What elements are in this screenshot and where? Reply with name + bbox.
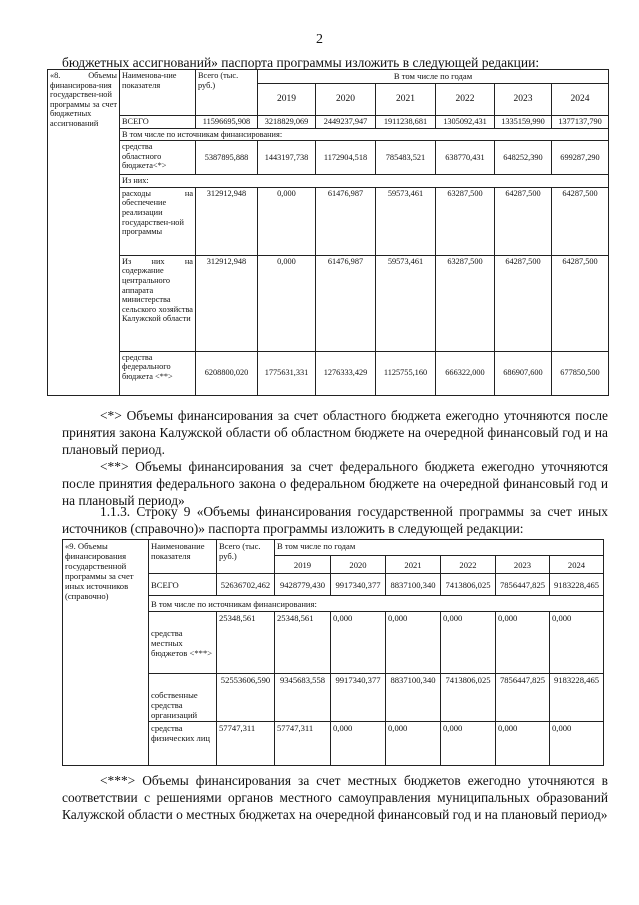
cell-value: 8837100,340 bbox=[386, 574, 441, 596]
cell-value: 64287,500 bbox=[495, 187, 552, 255]
total-header: Всего (тыс. руб.) bbox=[217, 540, 275, 574]
cell-value: 0,000 bbox=[386, 612, 441, 674]
cell-value: 9917340,377 bbox=[331, 674, 386, 722]
section-113 bbox=[62, 503, 608, 537]
cell-value: 0,000 bbox=[386, 722, 441, 766]
cell-value: 638770,431 bbox=[436, 141, 495, 175]
cell-value: 0,000 bbox=[258, 255, 316, 351]
footnote-regional: <*> Объемы финансирования за счет областного бюджета ежегодно уточняются после принятия закона Калужской области об областном бюджете на очередной финансовый год и на плановый период. bbox=[62, 408, 608, 457]
cell-value: 785483,521 bbox=[376, 141, 436, 175]
cell-value: 1125755,160 bbox=[376, 351, 436, 395]
years-group-header: В том числе по годам bbox=[275, 540, 604, 556]
name-header: Наименова-ние показателя bbox=[120, 70, 196, 116]
total-header: Всего (тыс. руб.) bbox=[196, 70, 258, 116]
cell-value: 9917340,377 bbox=[331, 574, 386, 596]
cell-value: 1276333,429 bbox=[316, 351, 376, 395]
row-total: 312912,948 bbox=[196, 187, 258, 255]
year-header: 2024 bbox=[552, 84, 609, 116]
year-header: 2022 bbox=[436, 84, 495, 116]
cell-value: 686907,600 bbox=[495, 351, 552, 395]
sources-note: В том числе по источникам финансирования: bbox=[149, 596, 604, 612]
cell-value: 61476,987 bbox=[316, 255, 376, 351]
cell-value: 1775631,331 bbox=[258, 351, 316, 395]
table-budget-allocations bbox=[47, 69, 609, 396]
year-header: 2019 bbox=[275, 556, 331, 574]
cell-value: 699287,290 bbox=[552, 141, 609, 175]
page-number: 2 bbox=[316, 32, 323, 47]
cell-value: 3218829,069 bbox=[258, 116, 316, 129]
cell-value: 59573,461 bbox=[376, 187, 436, 255]
table-row bbox=[48, 141, 609, 175]
row-total: 52553606,590 bbox=[217, 674, 275, 722]
cell-value: 1305092,431 bbox=[436, 116, 495, 129]
cell-value: 59573,461 bbox=[376, 255, 436, 351]
section-label: «9. Объемы финансирования государственной программы за счет иных источников (справочно) bbox=[63, 540, 149, 766]
cell-value: 63287,500 bbox=[436, 255, 495, 351]
name-header: Наименование показателя bbox=[149, 540, 217, 574]
years-group-header: В том числе по годам bbox=[258, 70, 609, 84]
row-label: собственные средства организаций bbox=[149, 674, 217, 722]
cell-value: 648252,390 bbox=[495, 141, 552, 175]
table-other-sources bbox=[62, 539, 604, 766]
row-total: 25348,561 bbox=[217, 612, 275, 674]
year-header: 2020 bbox=[331, 556, 386, 574]
cell-value: 1335159,990 bbox=[495, 116, 552, 129]
row-label: ВСЕГО bbox=[120, 116, 196, 129]
row-total: 6208800,020 bbox=[196, 351, 258, 395]
year-header: 2023 bbox=[495, 84, 552, 116]
footnote-local: <***> Объемы финансирования за счет местных бюджетов ежегодно уточняются в соответствии с решениями органов местного самоуправления муниципальных образований Калужской области о местных бюджетах на очередной финансовый год и на плановый период» bbox=[62, 773, 608, 822]
cell-value: 677850,500 bbox=[552, 351, 609, 395]
year-header: 2024 bbox=[550, 556, 604, 574]
of-them-note: Из них: bbox=[120, 175, 609, 188]
row-total: 11596695,908 bbox=[196, 116, 258, 129]
cell-value: 64287,500 bbox=[495, 255, 552, 351]
cell-value: 1911238,681 bbox=[376, 116, 436, 129]
cell-value: 7413806,025 bbox=[441, 574, 496, 596]
year-header: 2019 bbox=[258, 84, 316, 116]
cell-value: 1172904,518 bbox=[316, 141, 376, 175]
cell-value: 0,000 bbox=[331, 722, 386, 766]
cell-value: 2449237,947 bbox=[316, 116, 376, 129]
cell-value: 0,000 bbox=[550, 722, 604, 766]
year-header: 2021 bbox=[376, 84, 436, 116]
row-label: средства областного бюджета<*> bbox=[120, 141, 196, 175]
cell-value: 64287,500 bbox=[552, 255, 609, 351]
footnotes-block-2 bbox=[62, 772, 608, 823]
table-row bbox=[48, 187, 609, 255]
table-row bbox=[48, 116, 609, 129]
cell-value: 57747,311 bbox=[275, 722, 331, 766]
row-total: 52636702,462 bbox=[217, 574, 275, 596]
footnotes-block-1 bbox=[62, 407, 608, 509]
cell-value: 666322,000 bbox=[436, 351, 495, 395]
cell-value: 0,000 bbox=[331, 612, 386, 674]
sources-note: В том числе по источникам финансирования: bbox=[120, 128, 609, 141]
cell-value: 0,000 bbox=[496, 722, 550, 766]
cell-value: 0,000 bbox=[550, 612, 604, 674]
row-label: средства местных бюджетов <***> bbox=[149, 612, 217, 674]
row-label: расходы на обеспечение реализации государствен-ной программы bbox=[120, 187, 196, 255]
cell-value: 0,000 bbox=[441, 722, 496, 766]
table-row bbox=[48, 351, 609, 395]
row-label: средства физических лиц bbox=[149, 722, 217, 766]
cell-value: 1377137,790 bbox=[552, 116, 609, 129]
year-header: 2021 bbox=[386, 556, 441, 574]
row-total: 5387895,888 bbox=[196, 141, 258, 175]
row-label: Из них на содержание центрального аппарата министерства сельского хозяйства Калужской области bbox=[120, 255, 196, 351]
cell-value: 64287,500 bbox=[552, 187, 609, 255]
row-label: ВСЕГО bbox=[149, 574, 217, 596]
cell-value: 9183228,465 bbox=[550, 574, 604, 596]
cell-value: 1443197,738 bbox=[258, 141, 316, 175]
cell-value: 63287,500 bbox=[436, 187, 495, 255]
cell-value: 0,000 bbox=[441, 612, 496, 674]
row-total: 57747,311 bbox=[217, 722, 275, 766]
intro-line: бюджетных ассигнований» паспорта программы изложить в следующей редакции: bbox=[62, 55, 540, 70]
cell-value: 9345683,558 bbox=[275, 674, 331, 722]
section-label: «8. Объемы финансирова-ния государствен-ной программы за счет бюджетных ассигнований bbox=[48, 70, 120, 396]
row-label: средства федерального бюджета <**> bbox=[120, 351, 196, 395]
cell-value: 0,000 bbox=[258, 187, 316, 255]
cell-value: 8837100,340 bbox=[386, 674, 441, 722]
cell-value: 61476,987 bbox=[316, 187, 376, 255]
footnote-federal: <**> Объемы финансирования за счет федерального бюджета ежегодно уточняются после принятия федерального закона о федеральном бюджете на очередной финансовый год и на плановый период» bbox=[62, 459, 608, 508]
year-header: 2020 bbox=[316, 84, 376, 116]
cell-value: 9428779,430 bbox=[275, 574, 331, 596]
table-row bbox=[48, 255, 609, 351]
cell-value: 9183228,465 bbox=[550, 674, 604, 722]
cell-value: 7856447,825 bbox=[496, 574, 550, 596]
cell-value: 25348,561 bbox=[275, 612, 331, 674]
cell-value: 0,000 bbox=[496, 612, 550, 674]
cell-value: 7856447,825 bbox=[496, 674, 550, 722]
year-header: 2023 bbox=[496, 556, 550, 574]
year-header: 2022 bbox=[441, 556, 496, 574]
row-total: 312912,948 bbox=[196, 255, 258, 351]
section-113-text: 1.1.3. Строку 9 «Объемы финансирования государственной программы за счет иных источников (справочно)» паспорта программы изложить в следующей редакции: bbox=[62, 504, 608, 536]
cell-value: 7413806,025 bbox=[441, 674, 496, 722]
